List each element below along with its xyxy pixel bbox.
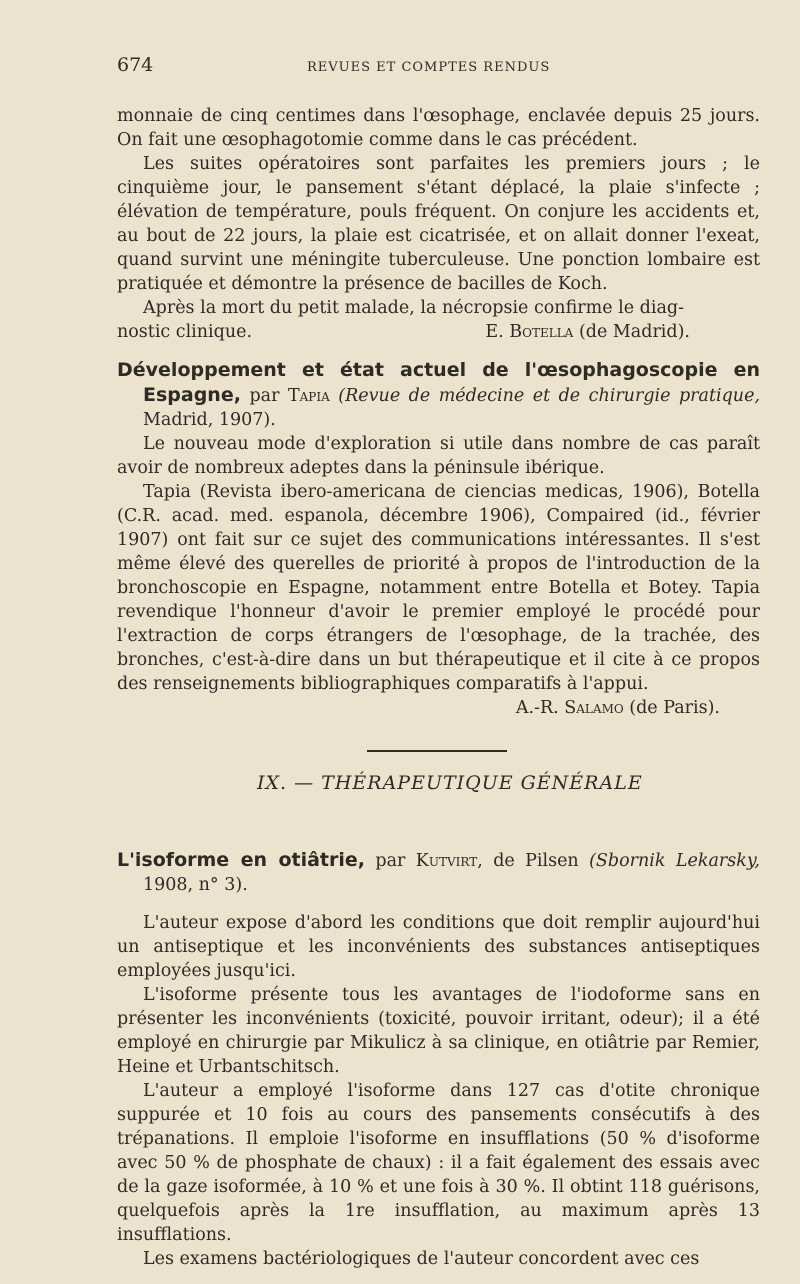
section-divider: [367, 750, 507, 752]
section-heading: IX. — THÉRAPEUTIQUE GÉNÉRALE: [257, 772, 643, 794]
review2-signature: [117, 696, 760, 720]
review3-paragraph-1: L'auteur expose d'abord les conditions que doit remplir aujourd'hui un antiseptique et les inconvénients des substances antiseptiques employées jusqu'ici.: [117, 913, 760, 981]
review2-source-end: Madrid, 1907).: [143, 410, 276, 430]
review2-signature-initial: A.-R.: [515, 698, 559, 718]
page-number: 674: [117, 54, 154, 76]
review1-paragraph-1: monnaie de cinq centimes dans l'œsophage, enclavée depuis 25 jours. On fait une œsophagotomie comme dans le cas précédent.: [117, 106, 760, 150]
review1-paragraph-3-end: nostic clinique.: [117, 322, 253, 342]
review2-signature-name: Salamo: [564, 698, 624, 718]
review3-author: Kutvirt,: [415, 851, 483, 871]
review3-paragraph-4: Les examens bactériologiques de l'auteur concordent avec ces: [143, 1249, 700, 1269]
review2-title: Développement et état actuel de l'œsophagoscopie en Espagne,: [117, 359, 760, 406]
review1-signature-name: Botella: [509, 322, 574, 342]
review2-by: par: [249, 386, 280, 406]
review2-author: Tapia: [287, 386, 330, 406]
page-header: [117, 54, 760, 98]
review1-closing-line: [117, 320, 760, 344]
review3-source: (Sbornik Lekarsky,: [589, 851, 760, 871]
review1-paragraph-3: [117, 296, 760, 320]
review1-signature-place: (de Madrid).: [578, 322, 690, 342]
review2-source: (Revue de médecine et de chirurgie pratique,: [338, 386, 760, 406]
review3-source-end: 1908, n° 3).: [143, 875, 248, 895]
review1-signature: [485, 320, 760, 344]
review3-title: L'isoforme en otiâtrie,: [117, 849, 365, 871]
review3-by: par: [375, 851, 406, 871]
review2-paragraph-2: Tapia (Revista ibero-americana de ciencias medicas, 1906), Botella (C.R. acad. med. espanola, décembre 1906), Compaired (id., février 1907) ont fait sur ce sujet des communications intéressantes. Il s'est même élevé des querelles de priorité à propos de l'introduction de la bronchoscopie en Espagne, notamment entre Botella et Botey. Tapia revendique l'honneur d'avoir le premier employé le procédé pour l'extraction de corps étrangers de l'œsophage, de la trachée, des bronches, c'est-à-dire dans un but thérapeutique et il cite à ce propos des renseignements bibliographiques comparatifs à l'appui.: [117, 482, 760, 694]
review2-heading: [117, 358, 760, 432]
running-title: REVUES ET COMPTES RENDUS: [307, 60, 551, 75]
review3-paragraph-3: L'auteur a employé l'isoforme dans 127 cas d'otite chronique suppurée et 10 fois au cours des pansements consécutifs à des trépanations. Il emploie l'isoforme en insufflations (50 % d'isoforme avec 50 % de phosphate de chaux) : il a fait également des essais avec de la gaze isoformée, à 10 % et une fois à 30 %. Il obtint 118 guérisons, quelquefois après la 1re insufflation, au maximum après 13 insufflations.: [117, 1081, 760, 1245]
review2-signature-place: (de Paris).: [629, 698, 720, 718]
review3-place: de Pilsen: [493, 851, 579, 871]
review1-paragraph-2: Les suites opératoires sont parfaites les premiers jours ; le cinquième jour, le pansement s'étant déplacé, la plaie s'infecte ; élévation de température, pouls fréquent. On conjure les accidents et, au bout de 22 jours, la plaie est cicatrisée, et on allait donner l'exeat, quand survint une méningite tuberculeuse. Une ponction lombaire est pratiquée et démontre la présence de bacilles de Koch.: [117, 154, 760, 294]
review3-paragraph-2: L'isoforme présente tous les avantages de l'iodoforme sans en présenter les inconvénients (toxicité, pouvoir irritant, odeur); il a été employé en chirurgie par Mikulicz à sa clinique, en otiâtrie par Remier, Heine et Urbantschitsch.: [117, 985, 760, 1077]
review1-paragraph-3-start: Après la mort du petit malade, la nécropsie confirme le diag-: [143, 298, 684, 318]
review3-heading: [117, 848, 760, 897]
review2-paragraph-1: Le nouveau mode d'exploration si utile dans nombre de cas paraît avoir de nombreux adeptes dans la péninsule ibérique.: [117, 434, 760, 478]
review1-signature-initial: E.: [485, 322, 504, 342]
